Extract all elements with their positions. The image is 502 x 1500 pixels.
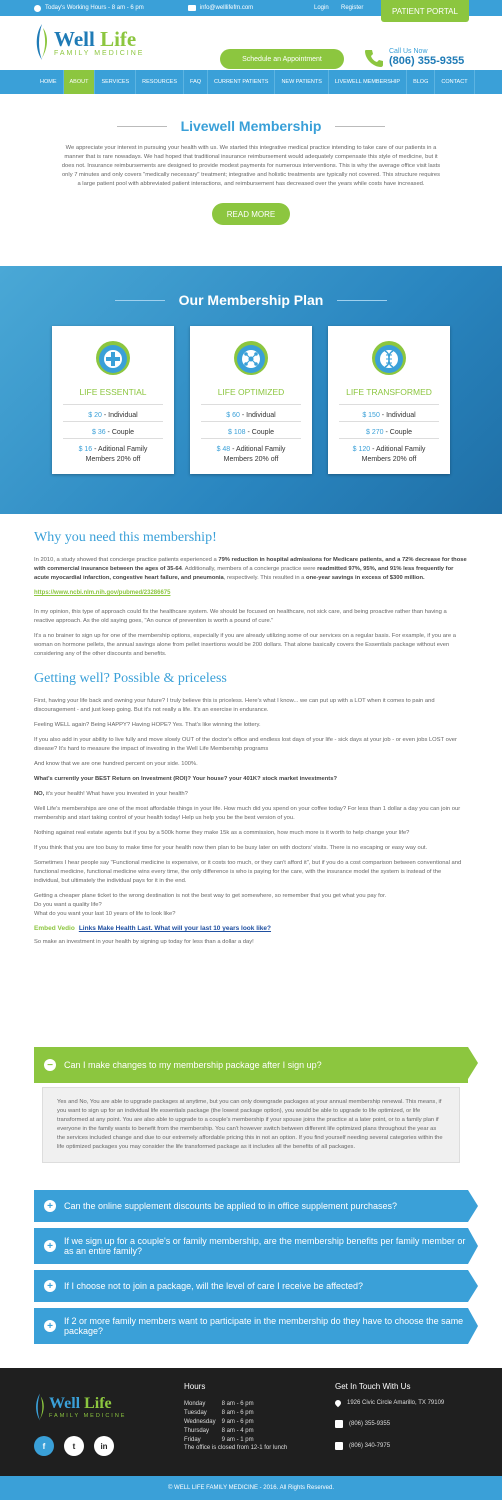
molecule-icon bbox=[233, 340, 269, 376]
faq-question-4[interactable]: + If I choose not to join a package, will the level of care I receive be affected? bbox=[34, 1270, 468, 1302]
card-divider bbox=[201, 421, 301, 422]
nav-livewell-membership[interactable]: LIVEWELL MEMBERSHIP bbox=[329, 70, 407, 94]
price-label: - Aditional Family bbox=[230, 446, 286, 453]
getting-paragraph: So make an investment in your health by signing up today for less than a dollar a day! bbox=[34, 939, 254, 945]
getting-paragraph: Nothing against real estate agents but if you by a 500k home they make 15k as a commission, how much more is it worth to help change your life? bbox=[34, 830, 410, 836]
getting-paragraph: If you also add in your ability to live fully and move slowly OUT of the doctor's office and endless lost days of your life - sick days at your job - or even jobs LOST over disease? It's hard to measure the impact of investing in the Well Life Membership programs bbox=[34, 737, 457, 752]
plan-card-transformed[interactable] bbox=[328, 326, 450, 474]
linkedin-icon[interactable]: in bbox=[94, 1436, 114, 1456]
header-phone: (806) 355-9355 bbox=[389, 55, 465, 67]
study-link[interactable]: https://www.ncbi.nlm.nih.gov/pubmed/23286675 bbox=[34, 590, 171, 596]
leaf-logo-icon bbox=[34, 22, 50, 62]
hours-row: Monday 8 am - 6 pm bbox=[184, 1401, 254, 1407]
price-label: - Aditional Family bbox=[92, 446, 148, 453]
intro-text: We appreciate your interest in pursuing your health with us. We started this integrative medical practice intending to take care of our patients in a manner that is rare nowadays. We had hoped that traditional insurance reimbursement would adequately compensate this style of medicine, but it does not. Insurance reimbursements are designed to provide modest payments for numerous interventions. This is why the average office visit lasts only 7 minutes and only covers "medically necessary" treatment; integrative and holistic treatments are typically not covered. This structure requires a large patient pool with abbreviated patient interactions, and reimbursement has decreased over the years while costs have increased. bbox=[61, 145, 441, 187]
price-label: - Individual bbox=[239, 412, 276, 419]
intro-title: Livewell Membership bbox=[180, 118, 322, 134]
call-now[interactable] bbox=[365, 48, 464, 67]
minus-icon: − bbox=[44, 1059, 56, 1071]
nav-faq[interactable]: FAQ bbox=[184, 70, 208, 94]
nav-contact[interactable]: CONTACT bbox=[435, 70, 474, 94]
title-divider bbox=[115, 300, 165, 301]
price-label: - Couple bbox=[383, 429, 412, 436]
price-label: Members 20% off bbox=[223, 456, 279, 463]
cross-icon bbox=[95, 340, 131, 376]
footer-logo-well: Well bbox=[49, 1395, 81, 1412]
price-family: $ 120 bbox=[352, 446, 371, 453]
footer-fax: (806) 340-7975 bbox=[335, 1442, 444, 1450]
nav-home[interactable]: HOME bbox=[34, 70, 64, 94]
twitter-icon[interactable]: t bbox=[64, 1436, 84, 1456]
price-label: Members 20% off bbox=[361, 456, 417, 463]
plan-name: LIFE OPTIMIZED bbox=[217, 387, 285, 397]
login-link[interactable]: Login bbox=[314, 5, 329, 11]
price-label: - Individual bbox=[101, 412, 138, 419]
article-body bbox=[34, 524, 468, 953]
plus-icon: + bbox=[44, 1320, 56, 1332]
embed-video: Embed Vedio Links Make Health Last. What will your last 10 years look like? bbox=[34, 925, 272, 932]
card-divider bbox=[339, 421, 439, 422]
nav-resources[interactable]: RESOURCES bbox=[136, 70, 184, 94]
address: 1926 Civic Circle Amarillo, TX 79109 bbox=[335, 1400, 444, 1406]
card-divider bbox=[201, 438, 301, 439]
header bbox=[0, 16, 502, 70]
logo[interactable] bbox=[34, 22, 144, 62]
card-divider bbox=[63, 438, 163, 439]
nav-services[interactable]: SERVICES bbox=[95, 70, 136, 94]
card-divider bbox=[63, 404, 163, 405]
main-nav bbox=[0, 70, 502, 94]
intro-section bbox=[0, 94, 502, 264]
title-divider bbox=[335, 126, 385, 127]
price-label: - Individual bbox=[379, 412, 416, 419]
price-couple: $ 270 bbox=[366, 429, 384, 436]
facebook-icon[interactable]: f bbox=[34, 1436, 54, 1456]
patient-portal-button[interactable]: PATIENT PORTAL bbox=[381, 0, 469, 22]
getting-paragraph: Well Life's memberships are one of the most affordable things in your life. How much did you spend on your coffee today? For less than 1 dollar a day you can join our membership and start taking control of your health today! Help us help you be the best version of you. bbox=[34, 806, 461, 821]
phone-icon bbox=[365, 49, 383, 67]
hours-table bbox=[184, 1400, 260, 1445]
faq-answer-1: Yes and No, You are able to upgrade packages at anytime, but you can only downgrade packages at your annual membership renewal. This means, if you want to sign up for an individual life essentials package (the lowest package option), you would be able to upgrade to life optimized, or life transformed at any point. You are also able to upgrade to a couple's membership if your spouse joins the practice at a later point, or to a family plan if everyone in the family wants to benefit from the membership. You can't however switch between different life optimized plans throughout the year as the services included change and due to our extremely affordable pricing this in not an option. If you find yourself needing several categories within the life optimized packages you may consider the life transformed package as it includes all the benefits of all packages. bbox=[42, 1087, 460, 1163]
copyright: © WELL LIFE FAMILY MEDICINE - 2016. All Rights Reserved. bbox=[0, 1476, 502, 1500]
mail-icon bbox=[188, 5, 196, 11]
nav-new-patients[interactable]: NEW PATIENTS bbox=[275, 70, 328, 94]
read-more-button[interactable]: READ MORE bbox=[212, 203, 290, 225]
plus-icon: + bbox=[44, 1200, 56, 1212]
leaf-logo-icon bbox=[34, 1392, 46, 1422]
price-family: $ 16 bbox=[78, 446, 93, 453]
getting-paragraph: What's currently your BEST Return on Investment (ROI)? Your house? your 401K? stock market investments? bbox=[34, 776, 337, 782]
price-couple: $ 108 bbox=[228, 429, 246, 436]
footer-contact bbox=[335, 1382, 444, 1464]
nav-blog[interactable]: BLOG bbox=[407, 70, 435, 94]
faq-item bbox=[34, 1228, 468, 1264]
call-label: Call Us Now bbox=[389, 48, 428, 55]
faq-question-1[interactable]: − Can I make changes to my membership package after I sign up? bbox=[34, 1047, 468, 1083]
location-pin-icon bbox=[334, 1399, 342, 1407]
price-label: Members 20% off bbox=[85, 456, 141, 463]
footer-logo[interactable] bbox=[34, 1392, 126, 1422]
faq-accordion bbox=[34, 1047, 468, 1163]
video-link[interactable]: Links Make Health Last. What will your last 10 years look like? bbox=[78, 925, 272, 932]
getting-paragraph: Sometimes I hear people say "Functional medicine is expensive, or it costs too much, or they can't afford it", but if you do a cost comparison between conventional and functional medicine, functional medicine wins every time, the only difference is who is paying for the care, with the insurance model the system is instead of the individual, but ultimately the individual pays for it in the end. bbox=[34, 860, 462, 884]
why-title: Why you need this membership! bbox=[34, 530, 217, 545]
footer-logo-subtitle: FAMILY MEDICINE bbox=[49, 1413, 127, 1419]
getting-paragraph: First, having your life back and owning your future? I truly believe this is priceless. Here's what I know... we can put up with a LOT when it comes to pain and discouragement - and just keep going. But it's not really a life. It's an exercise in endurance. bbox=[34, 698, 435, 713]
price-label: - Aditional Family bbox=[370, 446, 426, 453]
hours-row: Thursday 8 am - 4 pm bbox=[184, 1428, 254, 1434]
plan-name: LIFE ESSENTIAL bbox=[79, 387, 147, 397]
title-divider bbox=[117, 126, 167, 127]
membership-plans-section bbox=[0, 266, 502, 514]
plan-card-essential[interactable] bbox=[52, 326, 174, 474]
card-divider bbox=[339, 438, 439, 439]
contact-title: Get In Touch With Us bbox=[335, 1382, 411, 1391]
logo-subtitle: FAMILY MEDICINE bbox=[54, 49, 145, 57]
footer-logo-life: Life bbox=[84, 1395, 112, 1412]
getting-well-title: Getting well? Possible & priceless bbox=[34, 671, 227, 686]
footer bbox=[0, 1368, 502, 1476]
hours-row: Tuesday 8 am - 6 pm bbox=[184, 1410, 254, 1416]
faq-item bbox=[34, 1270, 468, 1302]
phone-icon bbox=[335, 1420, 343, 1428]
social-links bbox=[34, 1436, 114, 1456]
faq-question-3[interactable]: + If we sign up for a couple's or family membership, are the membership benefits per family member or as an entire family? bbox=[34, 1228, 468, 1264]
faq-question-2[interactable]: + Can the online supplement discounts be applied to in office supplement purchases? bbox=[34, 1190, 468, 1222]
fax-icon bbox=[335, 1442, 343, 1450]
plans-title: Our Membership Plan bbox=[178, 292, 324, 308]
plus-icon: + bbox=[44, 1240, 56, 1252]
lunch-closed-note: The office is closed from 12-1 for lunch bbox=[184, 1445, 288, 1451]
faq-item bbox=[34, 1308, 468, 1344]
hours-row: Wednesday 9 am - 6 pm bbox=[184, 1419, 254, 1425]
getting-paragraph: And know that we are one hundred percent on your side. 100%. bbox=[34, 761, 198, 767]
hours-title: Hours bbox=[184, 1382, 206, 1391]
getting-paragraph: NO, it's your health! What have you invested in your health? bbox=[34, 791, 188, 797]
faq-question-5[interactable]: + If 2 or more family members want to participate in the membership do they have to choose the same package? bbox=[34, 1308, 468, 1344]
footer-phone[interactable]: (806) 355-9355 bbox=[335, 1420, 444, 1428]
price-label: - Couple bbox=[105, 429, 135, 436]
nav-current-patients[interactable]: CURRENT PATIENTS bbox=[208, 70, 275, 94]
price-family: $ 48 bbox=[216, 446, 231, 453]
email-link[interactable]: info@welllifefm.com bbox=[188, 5, 253, 11]
clock-icon bbox=[34, 5, 41, 12]
footer-hours bbox=[184, 1382, 287, 1451]
card-divider bbox=[201, 404, 301, 405]
logo-well: Well bbox=[54, 26, 95, 51]
register-link[interactable]: Register bbox=[341, 5, 364, 11]
card-divider bbox=[339, 404, 439, 405]
plan-name: LIFE TRANSFORMED bbox=[346, 387, 432, 397]
price-label: - Couple bbox=[245, 429, 274, 436]
getting-paragraph: Feeling WELL again? Being HAPPY? Having HOPE? Yes. That's like winning the lottery. bbox=[34, 722, 261, 728]
why-paragraph: It's a no brainer to sign up for one of the membership options, especially if you are already utilizing some of our services on a regular basis. For example, if you are a woman on hormone pellets, the annual savings alone from pellet insertions would be 200 dollars. That alone basically covers the Essentials package without even considering any of the other discounts and benefits. bbox=[34, 633, 456, 657]
why-paragraph: In 2010, a study showed that concierge practice patients experienced a 79% reduction in hospital admissions for Medicare patients, and a 72% decrease for those with commercial insurance between the ages of 35-64. Additionally, members of a concierge practice were readmitted 97%, 95%, and 91% less frequently for acute myocardial infarction, congestive heart failure, and pneumonia, respectively. This resulted in a one-year savings in excess of $300 million. bbox=[34, 557, 467, 581]
title-divider bbox=[337, 300, 387, 301]
price-couple: $ 36 bbox=[91, 429, 106, 436]
hours-row: Friday 9 am - 1 pm bbox=[184, 1437, 254, 1443]
card-divider bbox=[63, 421, 163, 422]
why-paragraph: In my opinion, this type of approach could fix the healthcare system. We should be focused on healthcare, not sick care, and being proactive rather than having a reactive approach. As the old saying goes, "An ounce of prevention is worth a pound of cure." bbox=[34, 609, 447, 624]
getting-paragraph: If you think that you are too busy to make time for your health now then plan to be busy later on with doctors' visits. There is no escaping or easy way out. bbox=[34, 845, 428, 851]
dna-icon bbox=[371, 340, 407, 376]
getting-paragraph: Getting a cheaper plane ticket to the wrong destination is not the best way to get somewhere, so remember that you get what you pay for. Do you want a quality life? What do you want your last 10 years of life to look like? bbox=[34, 893, 387, 917]
logo-life: Life bbox=[100, 26, 137, 51]
plus-icon: + bbox=[44, 1280, 56, 1292]
plan-card-optimized[interactable] bbox=[190, 326, 312, 474]
price-individual: $ 150 bbox=[362, 412, 380, 419]
nav-about[interactable]: ABOUT bbox=[64, 70, 96, 94]
schedule-appointment-button[interactable]: Schedule an Appointment bbox=[220, 49, 344, 69]
working-hours: Today's Working Hours - 8 am - 6 pm bbox=[34, 5, 144, 12]
faq-item bbox=[34, 1190, 468, 1222]
price-individual: $ 20 bbox=[88, 412, 102, 419]
price-individual: $ 60 bbox=[226, 412, 240, 419]
